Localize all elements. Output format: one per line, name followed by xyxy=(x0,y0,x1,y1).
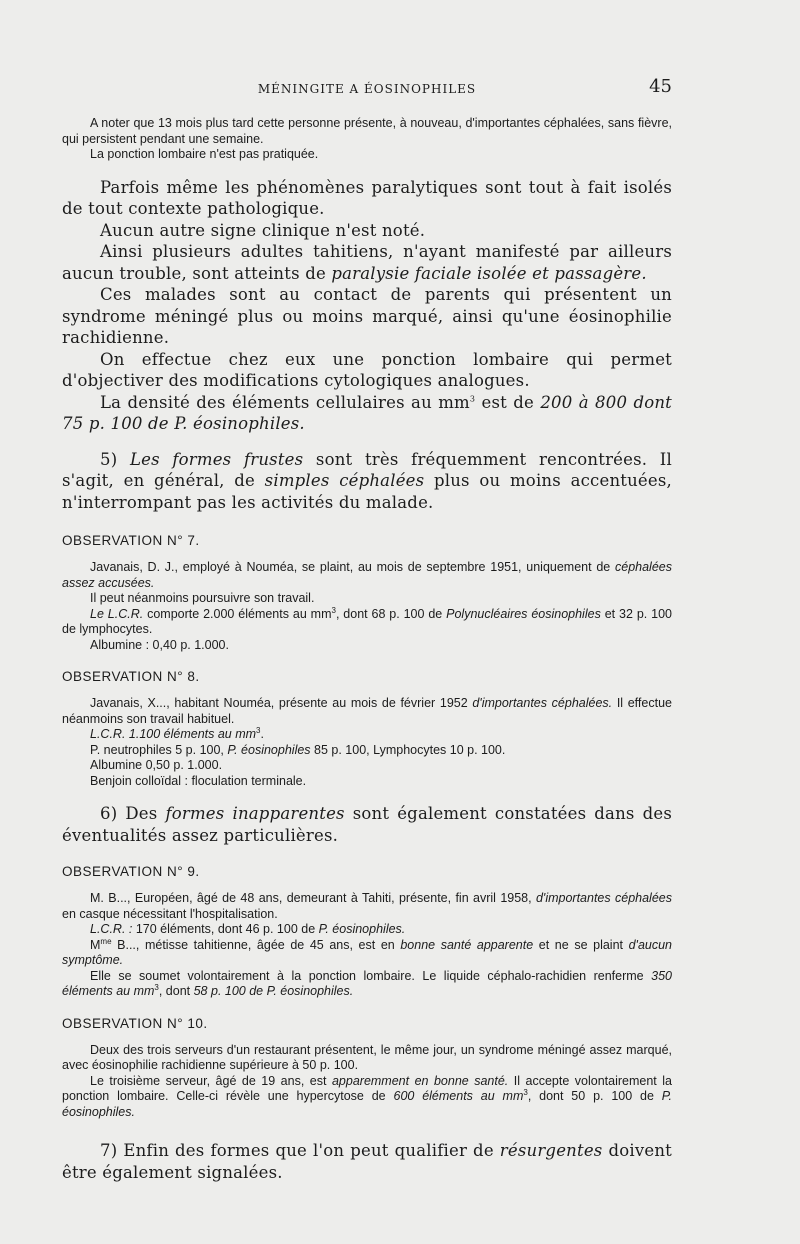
paragraph: Javanais, D. J., employé à Nouméa, se plaint, au mois de septembre 1951, uniquement de céphalées assez accusées. xyxy=(62,560,672,590)
paragraph: L.C.R. 1.100 éléments au $mm^3$. xyxy=(90,725,264,741)
paragraph: Le troisième serveur, âgé de 19 ans, est apparemment en bonne santé. Il accepte volontairement la ponction lombaire. Celle-ci révèle une hypercytose de 600 éléments au $mm^3$, dont 50 p. 100 de P. éosinophiles. xyxy=(62,1073,672,1119)
observation-8-heading: OBSERVATION N° 8. xyxy=(62,669,200,684)
page-number: 45 xyxy=(649,76,672,97)
paragraph: Albumine 0,50 p. 1.000. xyxy=(90,758,223,772)
observation-8 xyxy=(62,696,672,789)
paragraph: Elle se soumet volontairement à la ponction lombaire. Le liquide céphalo-rachidien renferme 350 éléments au $mm^3$, dont 58 p. 100 de P. éosinophiles. xyxy=(62,968,672,998)
paragraph: Deux des trois serveurs d'un restaurant présentent, le même jour, un syndrome méningé assez marqué, avec éosinophilie rachidienne supérieure à 50 p. 100. xyxy=(62,1042,672,1072)
section-6-text xyxy=(62,803,672,846)
paragraph: Ainsi plusieurs adultes tahitiens, n'ayant manifesté par ailleurs aucun trouble, sont atteints de paralysie faciale isolée et passagère. xyxy=(62,242,672,283)
observation-10-heading: OBSERVATION N° 10. xyxy=(62,1015,208,1031)
paragraph: 7) Enfin des formes que l'on peut qualifier de résurgentes doivent être également signalées. xyxy=(62,1141,672,1182)
paragraph: 5) Les formes frustes sont très fréquemment rencontrées. Il s'agit, en général, de simples céphalées plus ou moins accentuées, n'interrompant pas les activités du malade. xyxy=(62,449,672,512)
running-title: MÉNINGITE A ÉOSINOPHILES xyxy=(257,82,477,96)
paragraph: Aucun autre signe clinique n'est noté. xyxy=(100,220,426,240)
paragraph: Albumine : 0,40 p. 1.000. xyxy=(90,637,229,652)
section-7-text xyxy=(62,1140,672,1183)
paragraph: P. neutrophiles 5 p. 100, P. éosinophiles 85 p. 100, Lymphocytes 10 p. 100. xyxy=(90,742,506,757)
observation-9-heading: OBSERVATION N° 9. xyxy=(62,864,200,879)
paragraph: Ces malades sont au contact de parents qui présentent un syndrome méningé plus ou moins marqué, ainsi qu'une éosinophilie rachidienne. xyxy=(62,285,672,347)
paragraph: Benjoin colloïdal : floculation terminale. xyxy=(90,773,307,788)
intro-note xyxy=(62,116,672,163)
section-5-text xyxy=(62,449,672,514)
paragraph: 6) Des formes inapparentes sont également constatées dans des éventualités assez particulières. xyxy=(62,804,672,845)
paragraph: Le L.C.R. comporte 2.000 éléments au $mm^3$, dont 68 p. 100 de Polynucléaires éosinophiles et 32 p. 100 de lymphocytes. xyxy=(62,605,672,636)
paragraph: La ponction lombaire n'est pas pratiquée. xyxy=(90,147,319,161)
page xyxy=(62,74,672,1183)
observation-7 xyxy=(62,560,672,653)
paragraph: M. B..., Européen, âgé de 48 ans, demeurant à Tahiti, présente, fin avril 1958, d'importantes céphalées en casque nécessitant l'hospitalisation. xyxy=(62,891,672,921)
section-4-text xyxy=(62,177,672,435)
paragraph: La densité des éléments cellulaires au $mm^3$ est de 200 à 800 dont 75 p. 100 de P. éosinophiles. xyxy=(62,392,672,433)
paragraph: Il peut néanmoins poursuivre son travail. xyxy=(90,591,315,605)
observation-9 xyxy=(62,891,672,1000)
paragraph: $M^{me}$ B..., métisse tahitienne, âgée de 45 ans, est en bonne santé apparente et ne se plaint d'aucun symptôme. xyxy=(62,936,673,967)
observation-7-heading: OBSERVATION N° 7. xyxy=(62,533,200,548)
running-header xyxy=(62,74,672,102)
paragraph: A noter que 13 mois plus tard cette personne présente, à nouveau, d'importantes céphalées, sans fièvre, qui persistent pendant une semaine. xyxy=(62,116,672,146)
observation-10 xyxy=(62,1043,672,1121)
paragraph: On effectue chez eux une ponction lombaire qui permet d'objectiver des modifications cytologiques analogues. xyxy=(62,349,672,390)
paragraph: Javanais, X..., habitant Nouméa, présente au mois de février 1952 d'importantes céphalées. Il effectue néanmoins son travail habituel. xyxy=(62,696,672,726)
paragraph: L.C.R. : 170 éléments, dont 46 p. 100 de P. éosinophiles. xyxy=(90,922,406,936)
paragraph: Parfois même les phénomènes paralytiques sont tout à fait isolés de tout contexte pathologique. xyxy=(62,177,672,218)
